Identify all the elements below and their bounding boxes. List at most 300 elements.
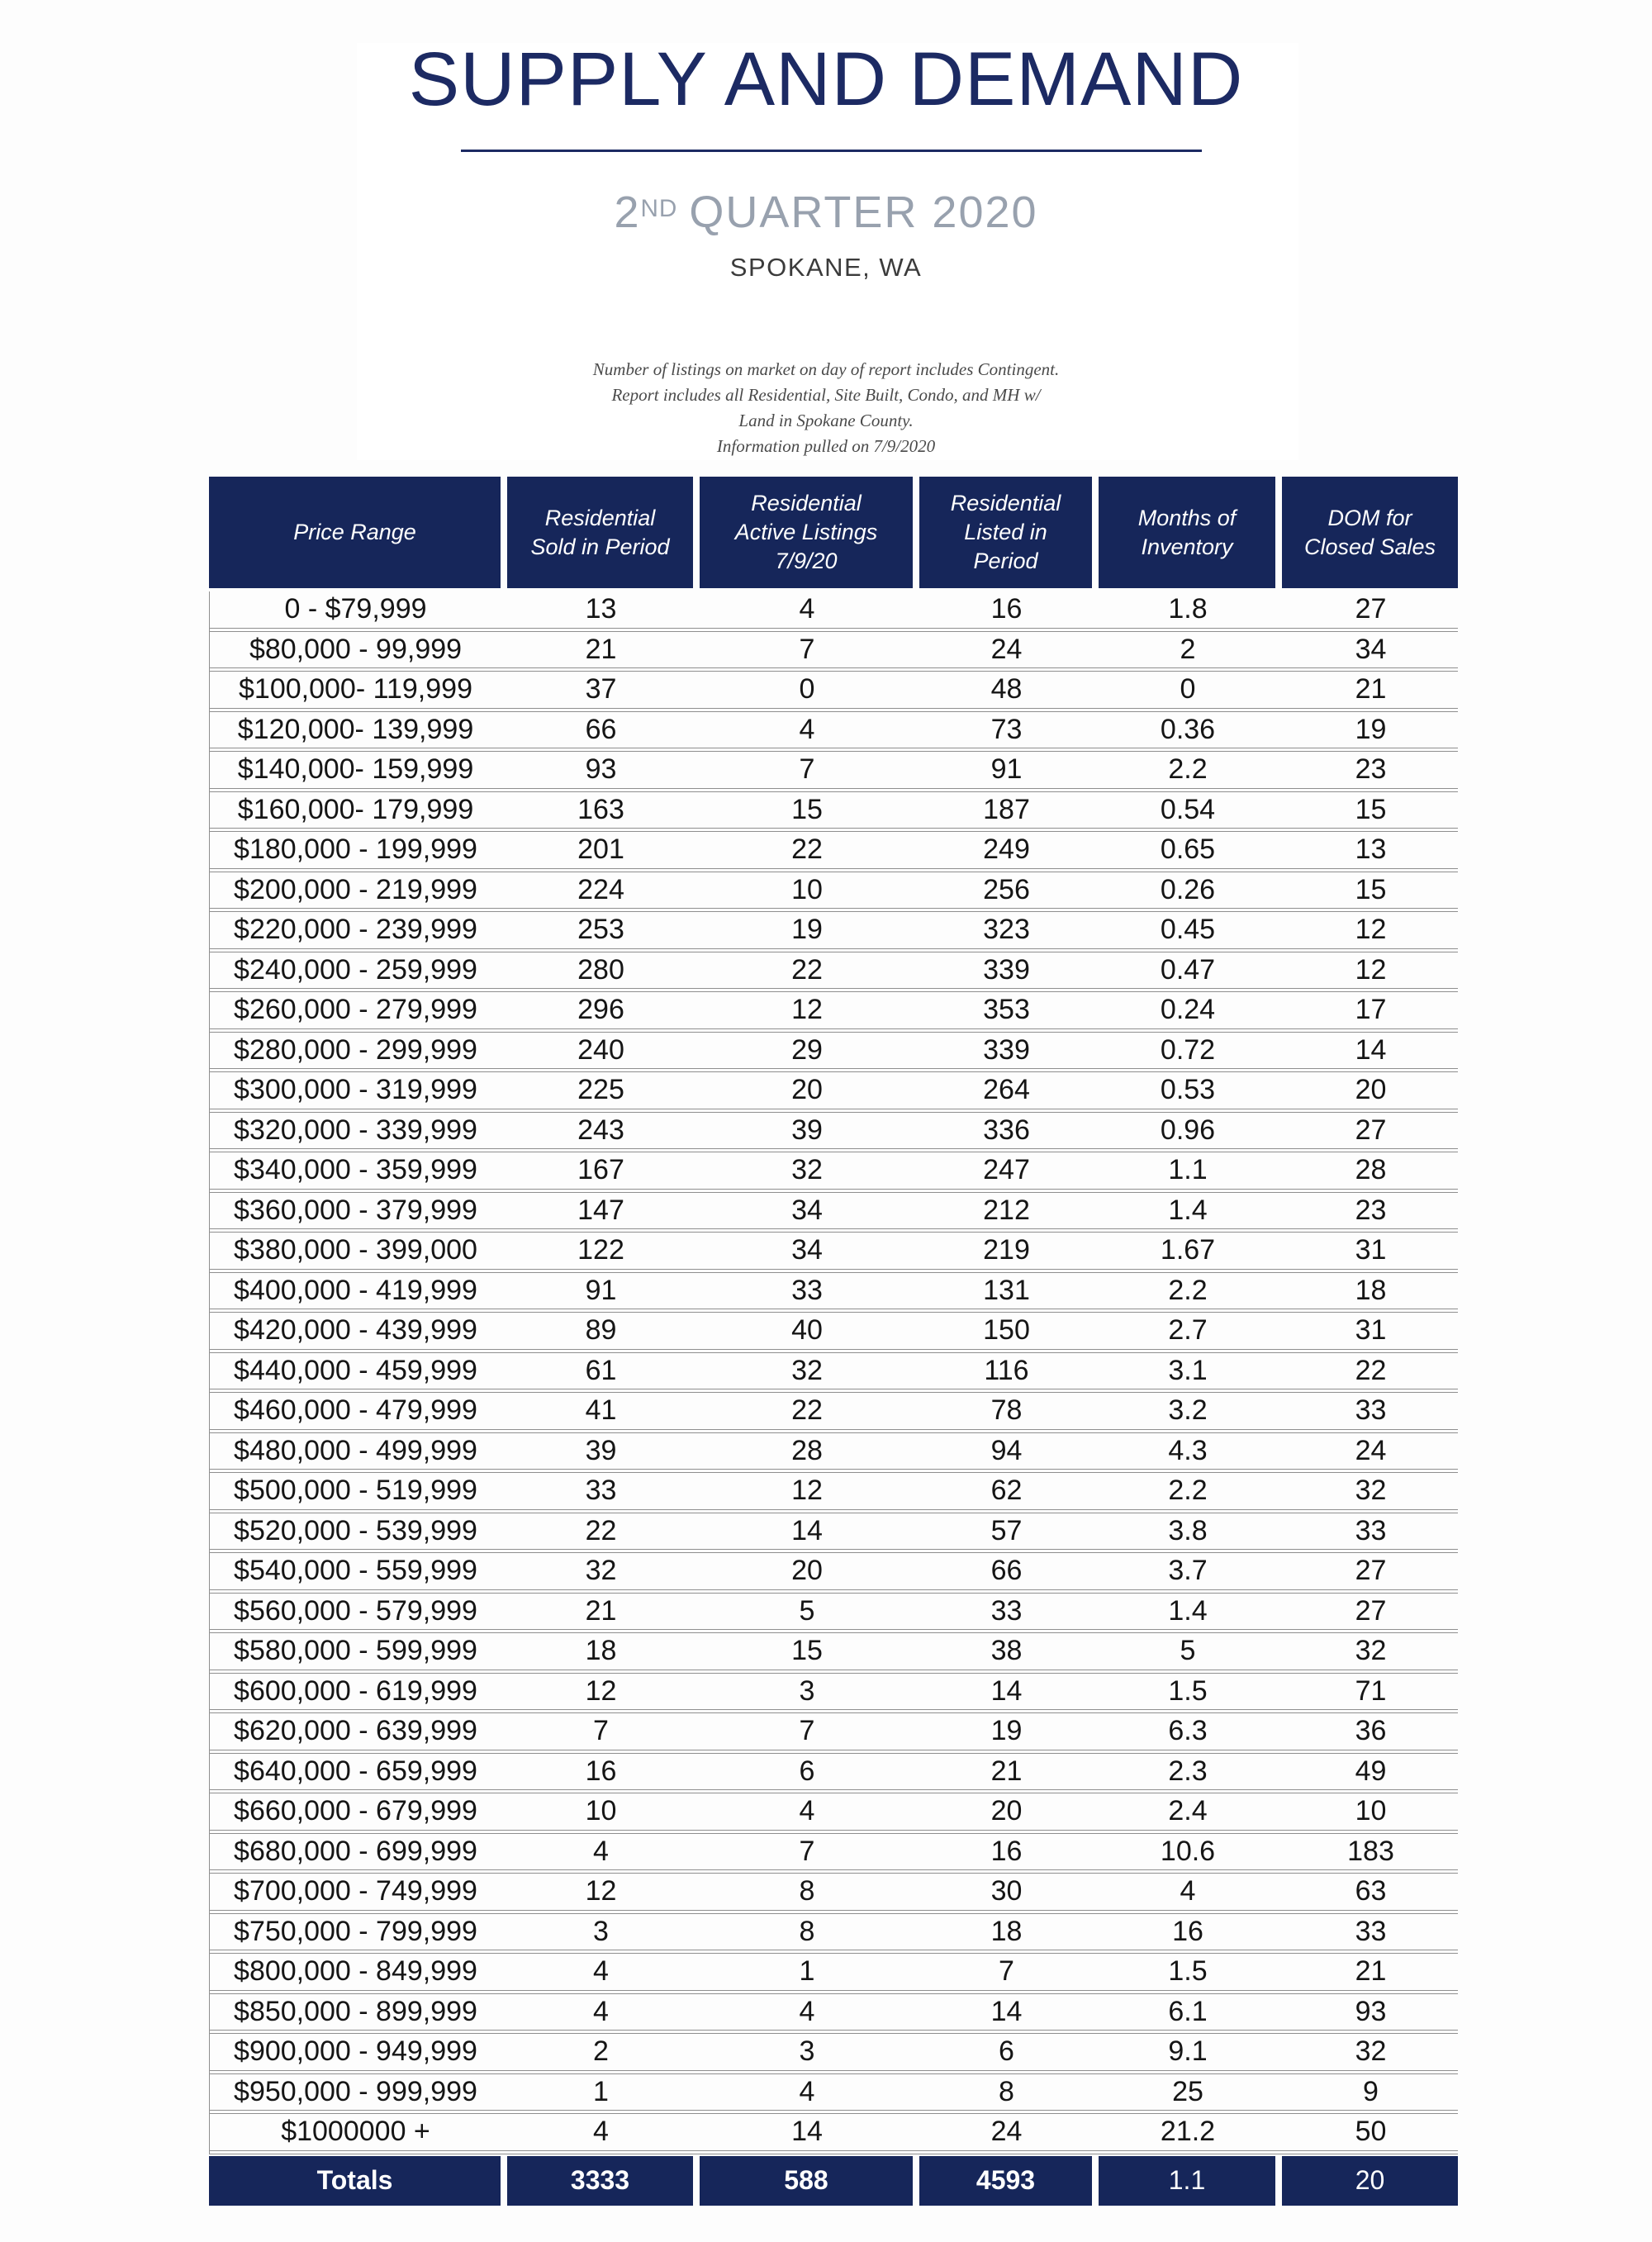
- table-cell: 4: [799, 1995, 815, 2027]
- table-cell: $160,000- 179,999: [237, 793, 474, 825]
- table-cell: $320,000 - 339,999: [234, 1114, 477, 1146]
- header-cell-line: 7/9/20: [775, 549, 838, 573]
- table-cell: 91: [585, 1274, 617, 1306]
- table-cell: 33: [791, 1274, 823, 1306]
- table-cell: 41: [585, 1394, 617, 1427]
- table-cell: 27: [1355, 1594, 1387, 1627]
- table-cell: 0.53: [1160, 1074, 1216, 1106]
- table-cell: 2: [593, 2035, 609, 2068]
- table-row: [210, 1473, 1458, 1509]
- table-cell: 32: [791, 1154, 823, 1186]
- table-cell: 16: [1172, 1915, 1203, 1947]
- table-cell: 240: [577, 1033, 624, 1066]
- table-cell: 20: [791, 1555, 823, 1587]
- table-cell: 32: [1355, 1475, 1387, 1507]
- table-cell: 49: [1355, 1755, 1387, 1787]
- table-cell: 163: [577, 793, 624, 825]
- table-cell: $440,000 - 459,999: [234, 1354, 477, 1386]
- table-cell: 1: [799, 1955, 815, 1988]
- table-cell: 16: [585, 1755, 617, 1787]
- table-cell: $640,000 - 659,999: [234, 1755, 477, 1787]
- header-cell-line: Listed in: [964, 520, 1047, 544]
- table-cell: 32: [1355, 2035, 1387, 2068]
- table-cell: 31: [1355, 1314, 1387, 1347]
- report-subtitle: [0, 187, 1652, 238]
- table-cell: 224: [577, 873, 624, 905]
- table-cell: 15: [1355, 793, 1387, 825]
- table-cell: 201: [577, 834, 624, 866]
- header-cell-line: Closed Sales: [1303, 534, 1436, 559]
- table-cell: 34: [1355, 633, 1387, 665]
- table-cell: 6.3: [1168, 1715, 1208, 1747]
- table-cell: 19: [791, 914, 823, 946]
- table-cell: 30: [990, 1875, 1023, 1907]
- table-cell: 20: [990, 1795, 1023, 1827]
- table-cell: 0.54: [1160, 793, 1216, 825]
- table-cell: 27: [1355, 1114, 1387, 1146]
- table-cell: 4: [1180, 1875, 1196, 1907]
- table-row: [210, 1152, 1458, 1189]
- table-cell: 91: [990, 753, 1023, 786]
- table-cell: 89: [585, 1314, 617, 1347]
- table-row: [210, 832, 1458, 868]
- table-cell: $660,000 - 679,999: [234, 1795, 477, 1827]
- table-row: [210, 952, 1458, 989]
- header-cell: [700, 477, 913, 588]
- table-cell: $220,000 - 239,999: [234, 914, 477, 946]
- note-line: Information pulled on 7/9/2020: [716, 436, 936, 456]
- table-row: [210, 1713, 1458, 1750]
- header-cell: [919, 477, 1092, 588]
- table-cell: 61: [585, 1354, 617, 1386]
- table-cell: 23: [1355, 1194, 1387, 1226]
- supply-demand-table: [209, 477, 1458, 2206]
- table-row: [210, 1674, 1458, 1710]
- table-body: [209, 591, 1458, 2154]
- table-cell: 15: [791, 1635, 823, 1667]
- table-cell: 0.45: [1160, 914, 1216, 946]
- table-cell: 6: [799, 1755, 815, 1787]
- table-cell: 63: [1355, 1875, 1387, 1907]
- table-cell: $340,000 - 359,999: [234, 1154, 477, 1186]
- table-row: [210, 1954, 1458, 1990]
- table-cell: 4: [593, 2116, 609, 2148]
- table-cell: $800,000 - 849,999: [234, 1955, 477, 1988]
- table-cell: 21.2: [1160, 2116, 1216, 2148]
- table-cell: 33: [585, 1475, 617, 1507]
- table-row: [210, 1874, 1458, 1910]
- table-cell: 339: [983, 1033, 1030, 1066]
- table-cell: 21: [585, 633, 617, 665]
- table-row: [210, 992, 1458, 1028]
- table-cell: 73: [990, 713, 1023, 745]
- table-cell: 8: [999, 2075, 1014, 2107]
- table-cell: 147: [577, 1194, 624, 1226]
- header-cell: [1282, 477, 1458, 588]
- report-title: SUPPLY AND DEMAND: [408, 37, 1244, 121]
- table-cell: 4.3: [1168, 1434, 1208, 1466]
- table-cell: $280,000 - 299,999: [234, 1033, 477, 1066]
- table-row: [210, 591, 1458, 628]
- table-row: [210, 2034, 1458, 2070]
- table-cell: $200,000 - 219,999: [234, 873, 477, 905]
- table-cell: 22: [585, 1514, 617, 1546]
- table-cell: $600,000 - 619,999: [234, 1674, 477, 1707]
- totals-listed-in-period: 4593: [919, 2156, 1092, 2206]
- table-cell: 62: [990, 1475, 1023, 1507]
- table-cell: 5: [799, 1594, 815, 1627]
- table-cell: 18: [990, 1915, 1023, 1947]
- table-cell: 10: [585, 1795, 617, 1827]
- table-cell: 33: [1355, 1394, 1387, 1427]
- table-cell: 187: [983, 793, 1030, 825]
- table-cell: 249: [983, 834, 1030, 866]
- table-cell: 0.47: [1160, 953, 1216, 986]
- table-cell: 336: [983, 1114, 1030, 1146]
- table-cell: $120,000- 139,999: [237, 713, 474, 745]
- table-cell: 19: [1355, 713, 1387, 745]
- table-cell: 12: [791, 994, 823, 1026]
- table-cell: 6: [999, 2035, 1014, 2068]
- table-cell: 32: [1355, 1635, 1387, 1667]
- note-line: Number of listings on market on day of report includes Contingent.: [592, 359, 1060, 379]
- table-cell: 13: [1355, 834, 1387, 866]
- table-cell: 0.24: [1160, 994, 1216, 1026]
- table-cell: 33: [1355, 1514, 1387, 1546]
- table-row: [210, 1033, 1458, 1069]
- note-line: Report includes all Residential, Site Built, Condo, and MH w/: [611, 385, 1041, 405]
- table-cell: 16: [990, 1835, 1023, 1867]
- table-row: [210, 792, 1458, 829]
- table-cell: $180,000 - 199,999: [234, 834, 477, 866]
- table-row: [210, 1754, 1458, 1790]
- table-cell: 13: [585, 593, 617, 625]
- table-cell: $100,000- 119,999: [239, 673, 472, 705]
- table-cell: 2.4: [1168, 1795, 1208, 1827]
- table-cell: $560,000 - 579,999: [234, 1594, 477, 1627]
- table-row: [210, 1233, 1458, 1269]
- table-cell: 219: [983, 1234, 1030, 1266]
- header-cell-line: Residential: [950, 491, 1061, 515]
- header-cell: [1099, 477, 1275, 588]
- header-cell-line: Residential: [751, 491, 862, 515]
- table-cell: 93: [585, 753, 617, 786]
- table-cell: $850,000 - 899,999: [234, 1995, 477, 2027]
- table-cell: $520,000 - 539,999: [234, 1514, 477, 1546]
- header-cell: [209, 477, 501, 588]
- header-cell-line: Inventory: [1141, 534, 1233, 559]
- table-cell: 15: [791, 793, 823, 825]
- table-cell: 122: [577, 1234, 624, 1266]
- table-cell: 39: [791, 1114, 823, 1146]
- table-cell: 29: [791, 1033, 823, 1066]
- table-cell: 27: [1355, 593, 1387, 625]
- table-cell: $620,000 - 639,999: [234, 1715, 477, 1747]
- subtitle-quarter: QUARTER 2020: [689, 188, 1038, 237]
- table-cell: 131: [983, 1274, 1030, 1306]
- table-cell: 10: [1355, 1795, 1387, 1827]
- table-cell: 339: [983, 953, 1030, 986]
- table-row: [210, 632, 1458, 668]
- table-cell: 12: [585, 1674, 617, 1707]
- table-cell: 212: [983, 1194, 1030, 1226]
- table-cell: 21: [1355, 1955, 1387, 1988]
- table-row: [210, 1072, 1458, 1109]
- table-cell: $500,000 - 519,999: [234, 1475, 477, 1507]
- table-cell: 12: [791, 1475, 823, 1507]
- table-cell: 353: [983, 994, 1030, 1026]
- table-cell: 22: [791, 834, 823, 866]
- table-cell: $300,000 - 319,999: [234, 1074, 477, 1106]
- table-cell: $900,000 - 949,999: [234, 2035, 477, 2068]
- table-cell: 3: [593, 1915, 609, 1947]
- table-cell: 21: [1355, 673, 1387, 705]
- table-cell: $360,000 - 379,999: [234, 1194, 477, 1226]
- table-cell: $480,000 - 499,999: [234, 1434, 477, 1466]
- table-cell: 4: [593, 1955, 609, 1988]
- table-cell: 14: [990, 1995, 1023, 2027]
- table-cell: 36: [1355, 1715, 1387, 1747]
- table-row: [210, 1994, 1458, 2031]
- table-cell: 2.3: [1168, 1755, 1208, 1787]
- table-cell: 167: [577, 1154, 624, 1186]
- table-cell: 1.4: [1168, 1594, 1208, 1627]
- table-row: [210, 1513, 1458, 1550]
- table-cell: $80,000 - 99,999: [249, 633, 463, 665]
- table-cell: 296: [577, 994, 624, 1026]
- table-cell: 25: [1172, 2075, 1203, 2107]
- table-cell: 22: [791, 953, 823, 986]
- table-cell: 50: [1355, 2116, 1387, 2148]
- table-cell: 33: [990, 1594, 1023, 1627]
- table-cell: 10.6: [1160, 1835, 1216, 1867]
- table-cell: 14: [990, 1674, 1023, 1707]
- note-line: Land in Spokane County.: [738, 411, 914, 430]
- table-cell: 8: [799, 1875, 815, 1907]
- table-cell: $1000000 +: [281, 2116, 430, 2148]
- table-cell: $260,000 - 279,999: [234, 994, 477, 1026]
- header-cell: [507, 477, 693, 588]
- header-cell-line: Residential: [544, 505, 656, 530]
- table-cell: 23: [1355, 753, 1387, 786]
- table-cell: 243: [577, 1114, 624, 1146]
- table-cell: $700,000 - 749,999: [234, 1875, 477, 1907]
- table-cell: 323: [983, 914, 1030, 946]
- table-cell: 0.96: [1160, 1114, 1216, 1146]
- table-row: [210, 1193, 1458, 1229]
- title-underline: [461, 150, 1202, 152]
- table-cell: 0: [799, 673, 815, 705]
- table-cell: 225: [577, 1074, 624, 1106]
- table-cell: 3.1: [1168, 1354, 1208, 1386]
- table-cell: 4: [593, 1835, 609, 1867]
- table-cell: 24: [1355, 1434, 1387, 1466]
- table-cell: 2.7: [1168, 1314, 1208, 1347]
- subtitle-number: 2: [614, 188, 641, 237]
- table-cell: 7: [799, 1835, 815, 1867]
- table-cell: 0 - $79,999: [284, 593, 427, 625]
- table-row: [210, 1553, 1458, 1589]
- table-cell: 1.67: [1160, 1234, 1216, 1266]
- table-row: [210, 1273, 1458, 1309]
- table-cell: $240,000 - 259,999: [234, 953, 477, 986]
- header-cell-line: Active Listings: [734, 520, 878, 544]
- table-row: [210, 1914, 1458, 1950]
- table-cell: $680,000 - 699,999: [234, 1835, 477, 1867]
- table-cell: 12: [1355, 914, 1387, 946]
- table-cell: 4: [593, 1995, 609, 2027]
- table-cell: 40: [791, 1314, 823, 1347]
- table-cell: 1: [593, 2075, 609, 2107]
- table-cell: 3: [799, 2035, 815, 2068]
- table-cell: 7: [799, 633, 815, 665]
- table-cell: 264: [983, 1074, 1030, 1106]
- table-cell: 9.1: [1168, 2035, 1208, 2068]
- table-row: [210, 1433, 1458, 1470]
- table-row: [210, 2114, 1458, 2150]
- header-cell-line: Price Range: [293, 520, 416, 544]
- totals-dom-closed-sales: 20: [1282, 2156, 1458, 2206]
- table-cell: 19: [990, 1715, 1023, 1747]
- table-cell: 57: [990, 1514, 1023, 1546]
- table-cell: 1.8: [1168, 593, 1208, 625]
- row-separator: [210, 2150, 1458, 2154]
- header-cell-line: Period: [973, 549, 1038, 573]
- table-cell: 2.2: [1168, 753, 1208, 786]
- table-row: [210, 912, 1458, 948]
- table-row: [210, 1633, 1458, 1670]
- table-cell: 7: [799, 753, 815, 786]
- header-cell-line: Sold in Period: [530, 534, 670, 559]
- table-cell: 10: [791, 873, 823, 905]
- table-cell: $380,000 - 399,000: [234, 1234, 477, 1266]
- header-cell-line: Months of: [1137, 505, 1237, 530]
- table-cell: 33: [1355, 1915, 1387, 1947]
- table-cell: $540,000 - 559,999: [234, 1555, 477, 1587]
- table-cell: 24: [990, 633, 1023, 665]
- table-cell: $400,000 - 419,999: [234, 1274, 477, 1306]
- table-cell: 280: [577, 953, 624, 986]
- table-cell: 18: [1355, 1274, 1387, 1306]
- table-row: [210, 1113, 1458, 1149]
- table-cell: 66: [990, 1555, 1023, 1587]
- table-cell: 2.2: [1168, 1475, 1208, 1507]
- table-cell: 94: [990, 1434, 1023, 1466]
- table-cell: 183: [1347, 1835, 1394, 1867]
- table-cell: 34: [791, 1234, 823, 1266]
- table-cell: 18: [585, 1635, 617, 1667]
- table-totals-row: [209, 2156, 1458, 2206]
- table-cell: 1.1: [1168, 1154, 1208, 1186]
- table-cell: 3.2: [1168, 1394, 1208, 1427]
- table-cell: 14: [791, 2116, 823, 2148]
- table-cell: 32: [585, 1555, 617, 1587]
- table-cell: 256: [983, 873, 1030, 905]
- table-cell: 15: [1355, 873, 1387, 905]
- table-row: [210, 1313, 1458, 1349]
- header-cell-line: DOM for: [1327, 505, 1412, 530]
- table-cell: 6.1: [1168, 1995, 1208, 2027]
- table-cell: 20: [1355, 1074, 1387, 1106]
- table-cell: 150: [983, 1314, 1030, 1347]
- totals-label: Totals: [209, 2156, 501, 2206]
- table-cell: 22: [791, 1394, 823, 1427]
- table-cell: 2: [1180, 633, 1196, 665]
- table-cell: 28: [1355, 1154, 1387, 1186]
- table-cell: 3.8: [1168, 1514, 1208, 1546]
- totals-months-of-inventory: 1.1: [1099, 2156, 1275, 2206]
- table-cell: 12: [585, 1875, 617, 1907]
- table-cell: $750,000 - 799,999: [234, 1915, 477, 1947]
- table-cell: 78: [990, 1394, 1023, 1427]
- table-cell: 37: [585, 673, 617, 705]
- table-cell: 93: [1355, 1995, 1387, 2027]
- totals-sold-in-period: 3333: [507, 2156, 693, 2206]
- subtitle-ordinal: ND: [640, 194, 678, 222]
- table-cell: 38: [990, 1635, 1023, 1667]
- table-cell: 7: [799, 1715, 815, 1747]
- table-cell: 28: [791, 1434, 823, 1466]
- table-row: [210, 1834, 1458, 1870]
- table-cell: 16: [990, 593, 1023, 625]
- table-cell: 32: [791, 1354, 823, 1386]
- table-cell: 4: [799, 713, 815, 745]
- table-cell: 14: [791, 1514, 823, 1546]
- table-row: [210, 1793, 1458, 1830]
- table-cell: 0.72: [1160, 1033, 1216, 1066]
- report-notes: [0, 357, 1652, 459]
- table-row: [210, 872, 1458, 909]
- table-row: [210, 1393, 1458, 1429]
- table-cell: 4: [799, 2075, 815, 2107]
- table-cell: 31: [1355, 1234, 1387, 1266]
- table-row: [210, 712, 1458, 748]
- table-cell: 9: [1363, 2075, 1379, 2107]
- table-cell: $950,000 - 999,999: [234, 2075, 477, 2107]
- table-row: [210, 672, 1458, 708]
- table-cell: $140,000- 159,999: [237, 753, 474, 786]
- report-location: SPOKANE, WA: [729, 253, 923, 282]
- table-row: [210, 2074, 1458, 2111]
- table-cell: 253: [577, 914, 624, 946]
- table-cell: 34: [791, 1194, 823, 1226]
- table-cell: 7: [999, 1955, 1014, 1988]
- table-cell: 17: [1355, 994, 1387, 1026]
- table-cell: 1.5: [1168, 1955, 1208, 1988]
- table-cell: 12: [1355, 953, 1387, 986]
- table-row: [210, 1353, 1458, 1389]
- table-cell: 8: [799, 1915, 815, 1947]
- table-cell: $460,000 - 479,999: [234, 1394, 477, 1427]
- table-cell: 48: [990, 673, 1023, 705]
- totals-active-listings: 588: [700, 2156, 913, 2206]
- table-cell: 22: [1355, 1354, 1387, 1386]
- table-cell: 0.36: [1160, 713, 1216, 745]
- table-cell: 7: [593, 1715, 609, 1747]
- table-cell: 2.2: [1168, 1274, 1208, 1306]
- table-cell: $580,000 - 599,999: [234, 1635, 477, 1667]
- table-cell: 3.7: [1168, 1555, 1208, 1587]
- table-cell: $420,000 - 439,999: [234, 1314, 477, 1347]
- table-cell: 0.65: [1160, 834, 1216, 866]
- table-cell: 39: [585, 1434, 617, 1466]
- table-cell: 1.5: [1168, 1674, 1208, 1707]
- table-cell: 1.4: [1168, 1194, 1208, 1226]
- table-cell: 4: [799, 593, 815, 625]
- table-cell: 20: [791, 1074, 823, 1106]
- table-cell: 5: [1180, 1635, 1196, 1667]
- table-cell: 21: [585, 1594, 617, 1627]
